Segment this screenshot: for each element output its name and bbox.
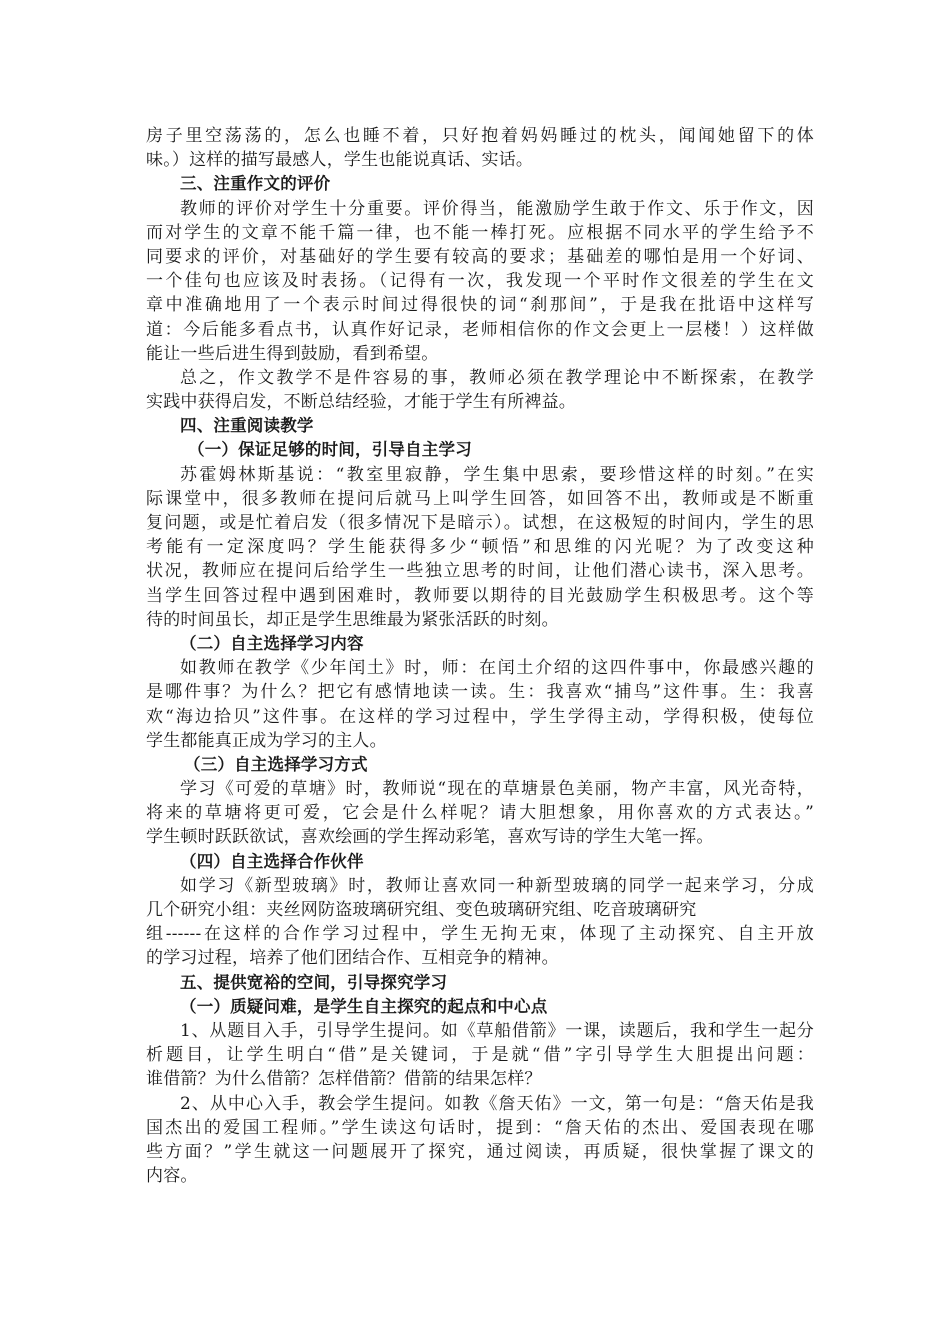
section-heading xyxy=(146,850,814,874)
text-line xyxy=(146,245,814,269)
text-line xyxy=(146,946,814,970)
line-text: 复问题，或是忙着启发（很多情况下是暗示）。试想，在这极短的时间内，学生的思 xyxy=(146,513,814,533)
line-text: 一个佳句也应该及时表扬。（记得有一次，我发现一个平时作文很差的学生在文 xyxy=(146,271,814,292)
text-line xyxy=(146,366,814,390)
heading-text: （四）自主选择合作伙伴 xyxy=(180,851,364,871)
heading-text: 四、注重阅读教学 xyxy=(180,416,314,436)
line-text: 实践中获得启发，不断总结经验，才能于学生有所裨益。 xyxy=(146,392,576,413)
text-line xyxy=(146,825,814,849)
heading-text: 三、注重作文的评价 xyxy=(180,174,331,194)
text-line xyxy=(146,1043,814,1067)
text-line xyxy=(146,269,814,293)
line-text: 析题目，让学生明白“借”是关键词，于是就“借”字引导学生大胆提出问题： xyxy=(146,1045,814,1066)
line-text: 谁借箭？为什么借箭？怎样借箭？借箭的结果怎样？ xyxy=(146,1069,542,1090)
line-text: 欢“海边拾贝”这件事。在这样的学习过程中，学生学得主动，学得积极，使每位 xyxy=(146,706,814,727)
section-heading xyxy=(146,971,814,995)
line-text: 是哪件事？为什么？把它有感情地读一读。生：我喜欢“捕鸟”这件事。生：我喜 xyxy=(146,682,814,703)
section-heading xyxy=(146,438,814,462)
line-text: 章中准确地用了一个表示时间过得很快的词“刹那间”，于是我在批语中这样写 xyxy=(146,295,814,316)
section-heading xyxy=(146,172,814,196)
text-line xyxy=(146,1019,814,1043)
heading-text: （一）质疑问难，是学生自主探究的起点和中心点 xyxy=(180,996,548,1016)
text-line xyxy=(146,680,814,704)
text-line xyxy=(146,729,814,753)
document-page xyxy=(146,124,814,1188)
line-text: 几个研究小组：夹丝网防盗玻璃研究组、变色玻璃研究组、吃音玻璃研究 xyxy=(146,900,697,920)
text-line xyxy=(146,124,814,148)
text-line xyxy=(146,1067,814,1091)
line-text: 总之，作文教学不是件容易的事，教师必须在教学理论中不断探索，在教学 xyxy=(180,367,814,388)
text-line xyxy=(146,390,814,414)
text-line xyxy=(146,148,814,172)
line-text: 状况，教师应在提问后给学生一些独立思考的时间，让他们潜心读书，深入思考。 xyxy=(146,561,814,582)
text-line xyxy=(146,293,814,317)
line-text: 际课堂中，很多教师在提问后就马上叫学生回答，如回答不出，教师或是不断重 xyxy=(146,488,814,509)
text-line xyxy=(146,898,814,922)
line-text: 考能有一定深度吗？学生能获得多少“顿悟”和思维的闪光呢？为了改变这种 xyxy=(146,537,814,558)
line-text: 待的时间虽长，却正是学生思维最为紧张活跃的时刻。 xyxy=(146,609,559,630)
text-line xyxy=(146,487,814,511)
line-text: 学生都能真正成为学习的主人。 xyxy=(146,730,387,751)
text-line xyxy=(146,1164,814,1188)
text-line xyxy=(146,342,814,366)
text-line xyxy=(146,1092,814,1116)
line-text: 如学习《新型玻璃》时，教师让喜欢同一种新型玻璃的同学一起来学习，分成 xyxy=(180,875,814,896)
line-text: 道：今后能多看点书，认真作好记录，老师相信你的作文会更上一层楼！）这样做 xyxy=(146,319,814,340)
heading-text: （三）自主选择学习方式 xyxy=(184,754,368,774)
heading-text: （一）保证足够的时间，引导自主学习 xyxy=(188,440,472,460)
text-line xyxy=(146,1140,814,1164)
text-line xyxy=(146,511,814,535)
text-line xyxy=(146,705,814,729)
line-text: 房子里空荡荡的，怎么也睡不着，只好抱着妈妈睡过的枕头，闻闻她留下的体 xyxy=(146,126,814,146)
line-text: 如教师在教学《少年闰土》时，师：在闰土介绍的这四件事中，你最感兴趣的 xyxy=(180,658,814,679)
text-line xyxy=(146,656,814,680)
heading-text: 五、提供宽裕的空间，引导探究学习 xyxy=(180,972,448,992)
text-line xyxy=(146,777,814,801)
text-line xyxy=(146,221,814,245)
line-text: 同要求的评价，对基础好的学生要有较高的要求；基础差的哪怕是用一个好词、 xyxy=(146,246,814,267)
line-text: 将来的草塘将更可爱，它会是什么样呢？请大胆想象，用你喜欢的方式表达。” xyxy=(146,803,814,824)
line-text: 组------在这样的合作学习过程中，学生无拘无束，体现了主动探究、自主开放 xyxy=(146,924,814,945)
line-text: 些方面？”学生就这一问题展开了探究，通过阅读，再质疑，很快掌握了课文的 xyxy=(146,1141,814,1162)
text-line xyxy=(146,874,814,898)
line-text: 国杰出的爱国工程师。”学生读这句话时，提到：“詹天佑的杰出、爱国表现在哪 xyxy=(146,1117,814,1138)
text-line xyxy=(146,1116,814,1140)
section-heading xyxy=(146,995,814,1019)
line-text: 教师的评价对学生十分重要。评价得当，能激励学生敢于作文、乐于作文，因 xyxy=(180,198,814,219)
text-line xyxy=(146,608,814,632)
text-line xyxy=(146,535,814,559)
line-text: 学习《可爱的草塘》时，教师说“现在的草塘景色美丽，物产丰富，风光奇特， xyxy=(180,779,814,800)
text-line xyxy=(146,197,814,221)
section-heading xyxy=(146,414,814,438)
line-text: 的学习过程，培养了他们团结合作、互相竞争的精神。 xyxy=(146,948,559,969)
line-text: 内容。 xyxy=(146,1166,198,1187)
line-text: 味。）这样的描写最感人，学生也能说真话、实话。 xyxy=(146,150,534,171)
text-line xyxy=(146,559,814,583)
line-text: 1、从题目入手，引导学生提问。如《草船借箭》一课，读题后，我和学生一起分 xyxy=(180,1020,814,1041)
line-text: 学生顿时跃跃欲试，喜欢绘画的学生挥动彩笔，喜欢写诗的学生大笔一挥。 xyxy=(146,827,714,848)
text-line xyxy=(146,318,814,342)
text-line xyxy=(146,922,814,946)
line-text: 苏霍姆林斯基说：“教室里寂静，学生集中思索，要珍惜这样的时刻。”在实 xyxy=(180,464,814,485)
text-line xyxy=(146,584,814,608)
text-line xyxy=(146,463,814,487)
line-text: 当学生回答过程中遇到困难时，教师要以期待的目光鼓励学生积极思考。这个等 xyxy=(146,585,814,606)
section-heading xyxy=(146,632,814,656)
text-line xyxy=(146,801,814,825)
line-text: 能让一些后进生得到鼓励，看到希望。 xyxy=(146,343,439,364)
section-heading xyxy=(146,753,814,777)
heading-text: （二）自主选择学习内容 xyxy=(180,633,364,653)
line-text: 2、从中心入手，教会学生提问。如教《詹天佑》一文，第一句是：“詹天佑是我 xyxy=(180,1093,814,1114)
line-text: 而对学生的文章不能千篇一律，也不能一棒打死。应根据不同水平的学生给予不 xyxy=(146,222,814,243)
